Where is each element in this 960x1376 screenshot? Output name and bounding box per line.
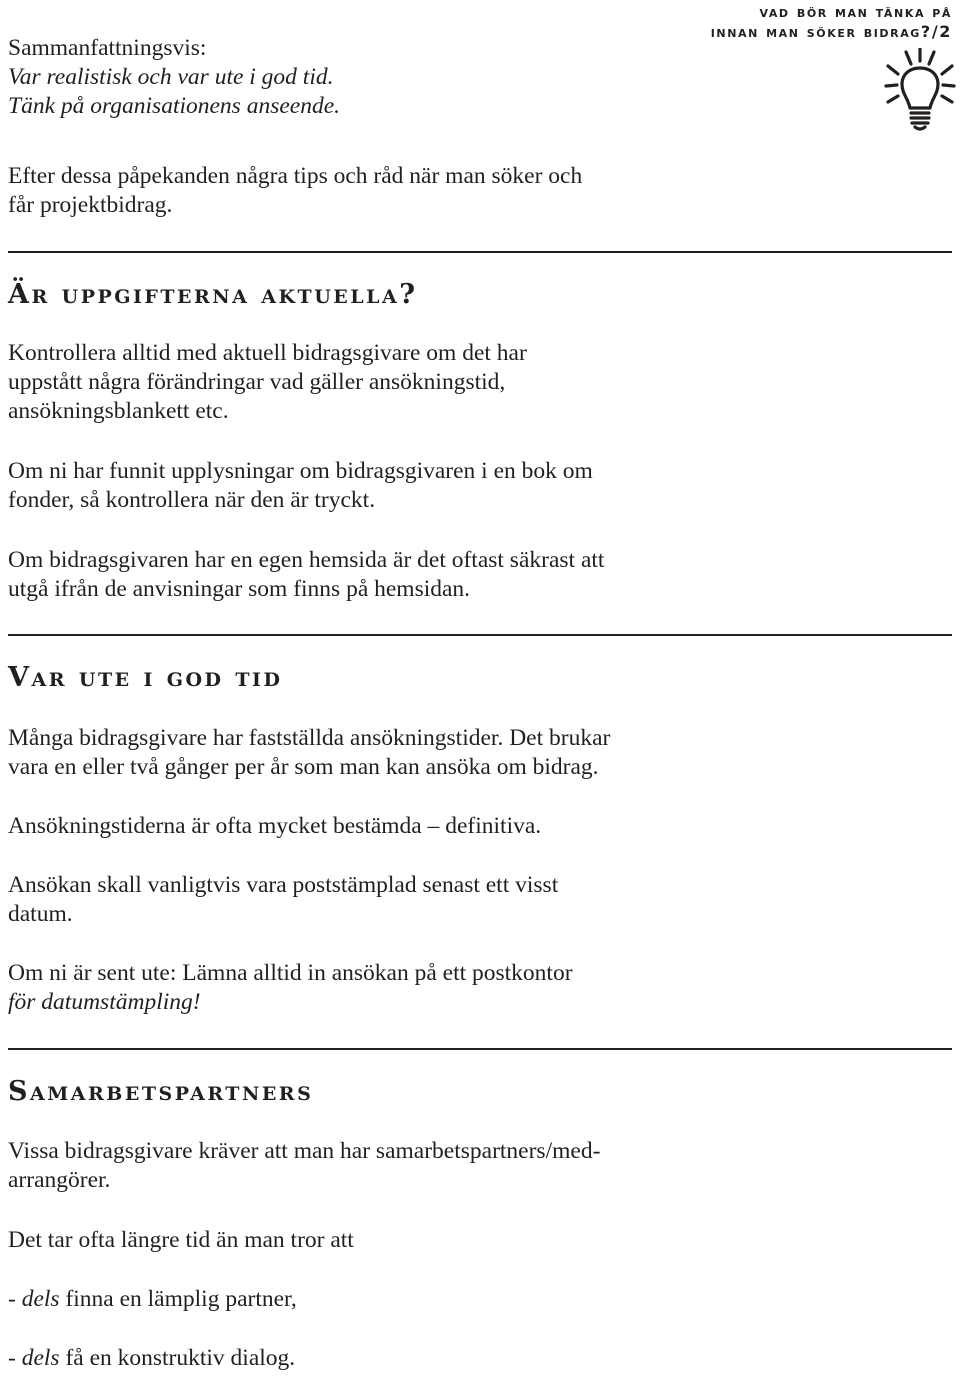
summary-line-1: Var realistisk och var ute i god tid. — [8, 64, 334, 90]
section2-paragraph-4-normal: Om ni är sent ute: Lämna alltid in ansökan på ett postkontor — [8, 960, 573, 986]
section2-paragraph-1: Många bidragsgivare har fastställda ansökningstider. Det brukar vara en eller två gånger per år som man kan ansöka om bidrag. — [8, 725, 611, 780]
section-divider-2 — [8, 634, 952, 636]
list-item-emphasis: dels — [21, 1345, 60, 1371]
section1-paragraph-2: Om ni har funnit upplysningar om bidragsgivaren i en bok om fonder, så kontrollera när den är tryckt. — [8, 458, 593, 513]
section-divider-1 — [8, 251, 952, 253]
section-heading-3: Samarbetspartners — [8, 1076, 314, 1107]
list-item-emphasis: dels — [21, 1286, 60, 1312]
list-item-text: finna en lämplig partner, — [59, 1286, 297, 1312]
list-item-dash: - — [8, 1286, 22, 1312]
list-item-text: få en konstruktiv dialog. — [59, 1345, 296, 1371]
summary-line-2: Tänk på organisationens anseende. — [8, 93, 341, 119]
list-item — [8, 1344, 648, 1373]
list-item — [8, 1285, 648, 1314]
section1-paragraph-3: Om bidragsgivaren har en egen hemsida är det oftast säkrast att utgå ifrån de anvisningar som finns på hemsidan. — [8, 547, 605, 602]
header-title-line1: vad bör man tänka på — [759, 2, 952, 21]
summary-lead: Sammanfattningsvis: — [8, 35, 207, 61]
section1-paragraph-1: Kontrollera alltid med aktuell bidragsgivare om det har uppstått några förändringar vad gäller ansökningstid, ansökningsblankett etc. — [8, 340, 527, 424]
section-divider-3 — [8, 1048, 952, 1050]
section-heading-2: Var ute i god tid — [8, 662, 283, 693]
section2-paragraph-2: Ansökningstiderna är ofta mycket bestämda – definitiva. — [8, 813, 542, 839]
summary-block — [8, 34, 648, 121]
lightbulb-icon — [884, 48, 956, 132]
page-header — [711, 2, 952, 42]
section3-paragraph-2: Det tar ofta längre tid än man tror att — [8, 1227, 354, 1253]
section3-paragraph-1: Vissa bidragsgivare kräver att man har samarbetspartners/med-arrangörer. — [8, 1138, 601, 1193]
list-item-dash: - — [8, 1345, 22, 1371]
header-title-line2: innan man söker bidrag?/2 — [710, 22, 952, 41]
section2-paragraph-4 — [8, 959, 648, 1017]
section2-paragraph-4-italic: för datumstämpling! — [8, 989, 201, 1015]
section2-paragraph-3: Ansökan skall vanligtvis vara poststämplad senast ett visst datum. — [8, 872, 559, 927]
section-heading-1: Är uppgifterna aktuella? — [8, 279, 418, 310]
intro-paragraph: Efter dessa påpekanden några tips och råd när man söker och får projektbidrag. — [8, 163, 583, 218]
